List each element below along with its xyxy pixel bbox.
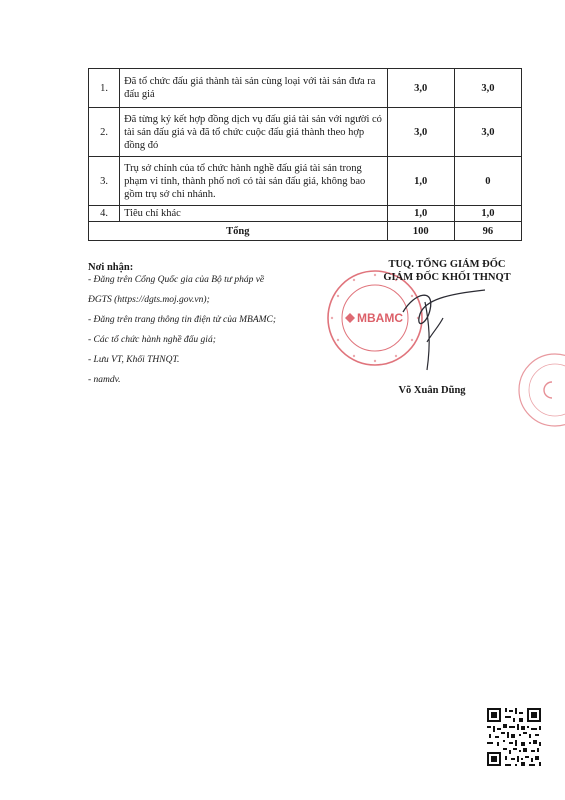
max-score: 3,0 — [387, 108, 454, 157]
total-awarded-score: 96 — [454, 222, 521, 241]
total-label: Tổng — [89, 222, 388, 241]
partial-seal-icon — [510, 350, 565, 430]
signature-block — [362, 258, 532, 284]
recipient-item: - Đăng trên trang thông tin điện tử của MBAMC; — [88, 315, 277, 325]
recipient-item: - Các tổ chức hành nghề đấu giá; — [88, 335, 216, 345]
awarded-score: 3,0 — [454, 69, 521, 108]
recipient-item: - Đăng trên Cổng Quốc gia của Bộ tư pháp về — [88, 275, 265, 285]
handwritten-signature-icon — [385, 282, 495, 374]
table-row — [89, 206, 522, 222]
criterion-description: Đã từng ký kết hợp đồng dịch vụ đấu giá tài sản với người có tài sản đấu giá và đã tổ chức cuộc đấu giá thành theo hợp đồng đó — [120, 108, 388, 157]
row-number: 4. — [89, 206, 120, 222]
row-number: 1. — [89, 69, 120, 108]
recipient-item: - namdv. — [88, 375, 121, 385]
criterion-description: Đã tổ chức đấu giá thành tài sản cùng loại với tài sản đưa ra đấu giá — [120, 69, 388, 108]
criterion-description: Tiêu chí khác — [120, 206, 388, 222]
signer-title: GIÁM ĐỐC KHỐI THNQT — [383, 272, 511, 283]
awarded-score: 0 — [454, 157, 521, 206]
table-row — [89, 157, 522, 206]
signer-authority: TUQ. TỔNG GIÁM ĐỐC — [388, 259, 506, 270]
row-number: 2. — [89, 108, 120, 157]
total-max-score: 100 — [387, 222, 454, 241]
criterion-description: Trụ sở chính của tổ chức hành nghề đấu giá tài sản trong phạm vi tỉnh, thành phố nơi có tài sản đấu giá, không bao gồm trụ sở chi nhánh. — [120, 157, 388, 206]
total-row — [89, 222, 522, 241]
table-row — [89, 69, 522, 108]
max-score: 1,0 — [387, 206, 454, 222]
awarded-score: 1,0 — [454, 206, 521, 222]
max-score: 3,0 — [387, 69, 454, 108]
max-score: 1,0 — [387, 157, 454, 206]
table-row — [89, 108, 522, 157]
row-number: 3. — [89, 157, 120, 206]
recipients-heading: Nơi nhận: — [88, 262, 134, 273]
recipient-item: - Lưu VT, Khối THNQT. — [88, 355, 180, 365]
criteria-table — [88, 68, 522, 241]
awarded-score: 3,0 — [454, 108, 521, 157]
seal-logo-text: MBAMC — [357, 311, 403, 325]
qr-code-icon — [485, 706, 543, 768]
recipients-block — [88, 262, 303, 394]
signer-name: Võ Xuân Dũng — [398, 385, 466, 396]
recipient-item: ĐGTS (https://dgts.moj.gov.vn); — [88, 295, 210, 305]
